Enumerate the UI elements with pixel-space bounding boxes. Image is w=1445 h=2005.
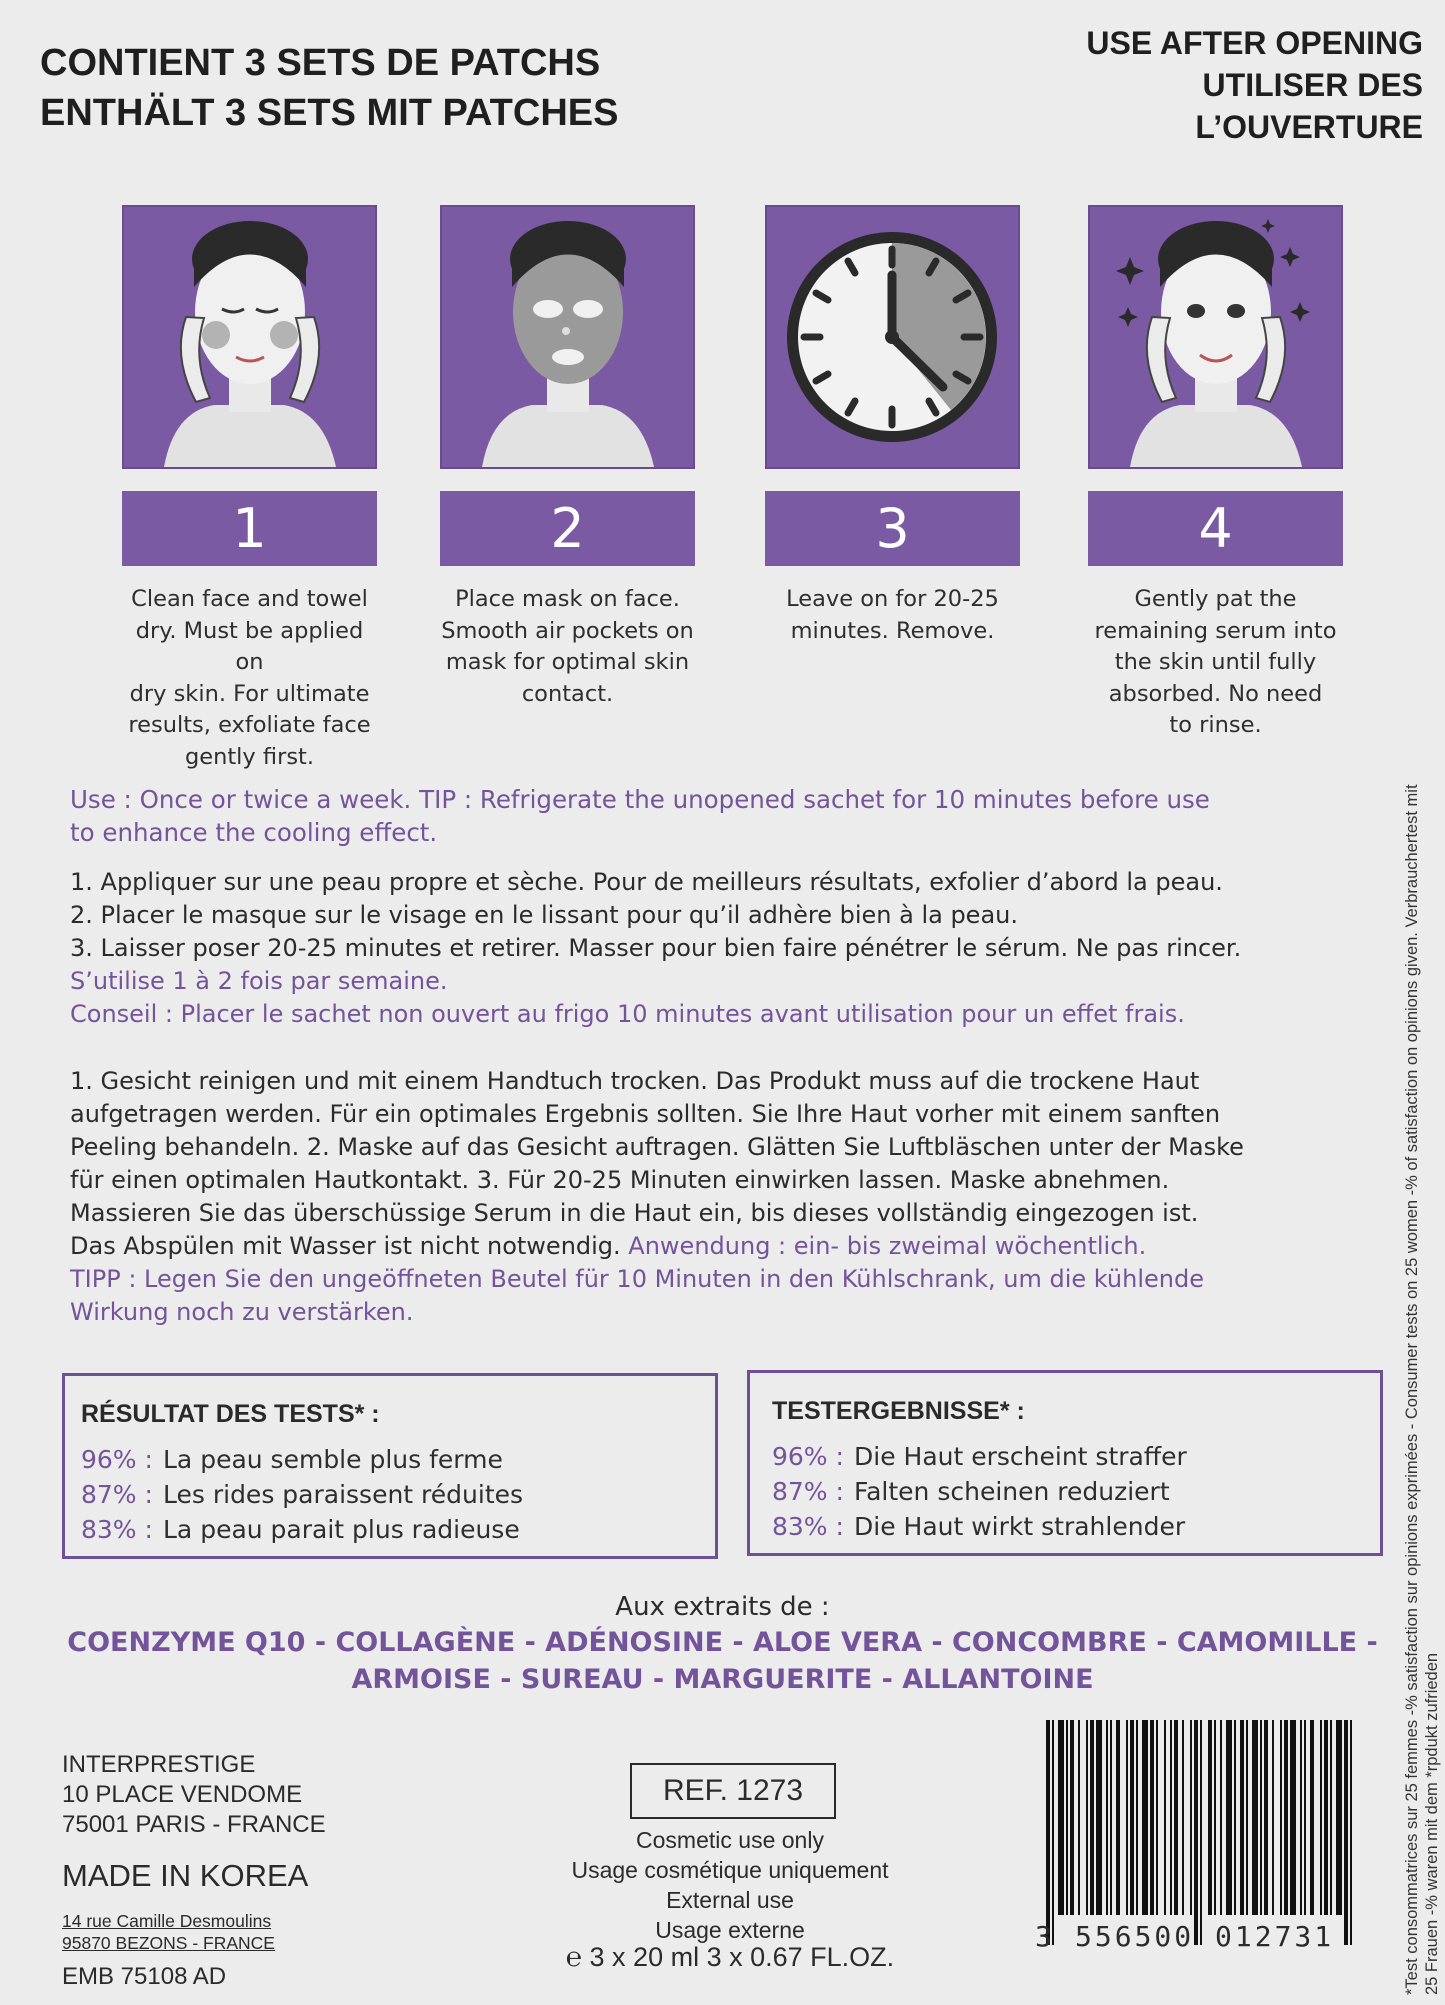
barcode-bar [1330, 1720, 1332, 1915]
use-after-opening-fr-2: L’OUVERTURE [1195, 109, 1423, 145]
result-text: La peau parait plus radieuse [163, 1515, 520, 1544]
clock-icon [767, 207, 1018, 467]
barcode-bar [1234, 1720, 1236, 1915]
result-row [772, 1509, 1185, 1544]
result-text: Les rides paraissent réduites [163, 1480, 524, 1509]
barcode-bar [1078, 1720, 1080, 1915]
barcode-bar [1174, 1720, 1178, 1915]
step-4-text [1088, 584, 1343, 742]
barcode-bar [1070, 1720, 1074, 1915]
step-2-text [440, 584, 695, 710]
made-in: MADE IN KOREA [62, 1858, 309, 1893]
step-4-panel [1088, 205, 1343, 469]
usage-info [520, 1825, 940, 1945]
barcode-bar [1182, 1720, 1184, 1915]
barcode-group-1: 556500 [1075, 1920, 1195, 1953]
barcode-bar [1290, 1720, 1296, 1915]
barcode-bar [1096, 1720, 1102, 1915]
result-percent: 83% : [772, 1512, 844, 1541]
volume-info: ℮ 3 x 20 ml 3 x 0.67 FL.OZ. [565, 1942, 895, 1972]
step-4-line: absorbed. No need [1108, 680, 1323, 707]
step-2-number: 2 [440, 491, 695, 566]
barcode-bar [1214, 1720, 1216, 1915]
footnote-line: 25 Frauen -% waren mit dem *rpdukt zufrieden [1423, 1652, 1441, 1995]
step-1-number: 1 [122, 491, 377, 566]
test-results-de [747, 1370, 1383, 1556]
barcode-bar [1058, 1720, 1064, 1915]
barcode-bar [1116, 1720, 1120, 1915]
barcode-bar [1264, 1720, 1268, 1915]
barcode-bar [1208, 1720, 1212, 1915]
footnote-line: *Test consommatrices sur 25 femmes -% satisfaction sur opinions exprimées - Consumer tests on 25 women -% of satisfaction on opinions given. Verbrauchertest mit [1403, 784, 1421, 1995]
barcode-bar [1246, 1720, 1248, 1915]
barcode [1040, 1720, 1360, 1945]
test-results-de-title: TESTERGEBNISSE* : [772, 1397, 1025, 1425]
result-percent: 96% : [772, 1442, 844, 1471]
usage-line: External use [666, 1887, 794, 1913]
extracts-list-line-2: ARMOISE - SUREAU - MARGUERITE - ALLANTOINE [351, 1664, 1094, 1695]
barcode-bar [1284, 1720, 1288, 1915]
barcode-bar [1106, 1720, 1108, 1915]
step-1 [122, 205, 377, 773]
barcode-bar [1164, 1720, 1166, 1915]
result-row [772, 1474, 1170, 1509]
french-usage: S’utilise 1 à 2 fois par semaine. [70, 967, 448, 995]
usage-line: Usage externe [655, 1917, 805, 1943]
step-2-line: Place mask on face. [455, 586, 680, 612]
barcode-bar [1136, 1720, 1138, 1915]
step-1-line: results, exfoliate face [128, 712, 371, 738]
english-usage-line: Use : Once or twice a week. TIP : Refrigerate the unopened sachet for 10 minutes before use [70, 785, 1210, 814]
header-title-fr: CONTIENT 3 SETS DE PATCHS [40, 42, 601, 84]
step-4-number: 4 [1088, 491, 1343, 566]
usage-line: Usage cosmétique uniquement [571, 1857, 889, 1883]
step-2-panel [440, 205, 695, 469]
step-2-line: Smooth air pockets on [441, 617, 694, 644]
barcode-bar [1336, 1720, 1342, 1915]
result-row [81, 1442, 503, 1477]
barcode-bar [1110, 1720, 1112, 1915]
german-line: 1. Gesicht reinigen und mit einem Handtuch trocken. Das Produkt muss auf die trockene Haut [70, 1067, 1200, 1095]
step-1-line: gently first. [184, 743, 315, 770]
german-rinse-note: Das Abspülen mit Wasser ist nicht notwendig. [70, 1232, 629, 1260]
test-footnote [1402, 315, 1442, 1995]
step-4 [1088, 205, 1343, 742]
step-4-line: to rinse. [1169, 712, 1262, 738]
french-line: 2. Placer le masque sur le visage en le lissant pour qu’il adhère bien à la peau. [70, 901, 1018, 929]
step-3-panel [765, 205, 1020, 469]
barcode-bar [1170, 1720, 1172, 1915]
face-mask-icon [442, 207, 693, 467]
step-1-line: dry. Must be applied on [135, 617, 364, 675]
barcode-bar [1194, 1720, 1198, 1945]
step-1-panel [122, 205, 377, 469]
company-address [62, 1750, 326, 1840]
step-4-line: remaining serum into [1094, 617, 1337, 644]
german-instructions [70, 1065, 1330, 1329]
german-line: Massieren Sie das überschüssige Serum in die Haut ein, bis dieses vollständig eingezogen ist. [70, 1199, 1199, 1227]
company-name: INTERPRESTIGE [62, 1751, 256, 1778]
step-1-text [122, 584, 377, 773]
german-line: Peeling behandeln. 2. Maske auf das Gesicht auftragen. Glätten Sie Luftbläschen unter der Maske [70, 1133, 1244, 1161]
german-line: aufgetragen werden. Für ein optimales Ergebnis sollten. Sie Ihre Haut vorher mit einem sanften [70, 1100, 1221, 1128]
barcode-bar [1350, 1720, 1352, 1945]
barcode-bar [1304, 1720, 1306, 1915]
barcode-bar [1090, 1720, 1094, 1915]
result-percent: 96% : [81, 1445, 153, 1474]
barcode-bar [1142, 1720, 1148, 1915]
result-row [81, 1512, 520, 1547]
barcode-bar [1200, 1720, 1202, 1945]
barcode-bar [1046, 1720, 1050, 1945]
use-after-opening-fr-1: UTILISER DES [1202, 67, 1423, 103]
result-text: Die Haut erscheint straffer [854, 1442, 1187, 1471]
barcode-bar [1130, 1720, 1134, 1915]
barcode-bar [1240, 1720, 1244, 1915]
barcode-bar [1280, 1720, 1282, 1915]
step-4-line: the skin until fully [1114, 649, 1317, 675]
secondary-address [62, 1910, 275, 1954]
step-2 [440, 205, 695, 710]
french-tip: Conseil : Placer le sachet non ouvert au frigo 10 minutes avant utilisation pour un effet frais. [70, 1000, 1185, 1028]
result-text: Die Haut wirkt strahlender [854, 1512, 1186, 1541]
barcode-bar [1156, 1720, 1158, 1915]
german-usage: Anwendung : ein- bis zweimal wöchentlich. [628, 1232, 1147, 1260]
usage-line: Cosmetic use only [636, 1827, 824, 1853]
step-3 [765, 205, 1020, 647]
german-line: für einen optimalen Hautkontakt. 3. Für 20-25 Minuten einwirken lassen. Maske abnehmen. [70, 1166, 1170, 1194]
use-after-opening-en: USE AFTER OPENING [1086, 25, 1423, 61]
test-results-fr-title: RÉSULTAT DES TESTS* : [81, 1400, 380, 1428]
barcode-bar [1260, 1720, 1262, 1915]
header-right [1086, 22, 1423, 148]
german-line [70, 1230, 1330, 1263]
barcode-group-2: 012731 [1215, 1920, 1335, 1953]
barcode-bar [1226, 1720, 1232, 1915]
company-street: 10 PLACE VENDOME [62, 1781, 303, 1808]
barcode-bar [1324, 1720, 1328, 1915]
barcode-bar [1300, 1720, 1302, 1915]
barcode-bar [1052, 1720, 1054, 1945]
barcode-bar [1086, 1720, 1088, 1915]
barcode-bar [1272, 1720, 1274, 1915]
header-title-de: ENTHÄLT 3 SETS MIT PATCHES [40, 92, 619, 134]
barcode-bar [1190, 1720, 1192, 1915]
barcode-bar [1344, 1720, 1348, 1945]
result-row [772, 1439, 1187, 1474]
result-text: La peau semble plus ferme [163, 1445, 503, 1474]
french-instructions [70, 866, 1330, 1031]
step-2-line: contact. [521, 680, 614, 707]
result-percent: 87% : [772, 1477, 844, 1506]
extracts-list-line-1: COENZYME Q10 - COLLAGÈNE - ADÉNOSINE - ALOE VERA - CONCOMBRE - CAMOMILLE - [67, 1627, 1378, 1658]
face-cleansing-icon [124, 207, 375, 467]
company-city: 75001 PARIS - FRANCE [62, 1811, 326, 1838]
reference-box: REF. 1273 [630, 1763, 836, 1819]
step-3-line: Leave on for 20-25 [786, 586, 999, 612]
result-text: Falten scheinen reduziert [854, 1477, 1170, 1506]
secondary-street: 14 rue Camille Desmoulins [62, 1911, 272, 1931]
barcode-bar [1066, 1720, 1068, 1915]
step-4-line: Gently pat the [1134, 586, 1297, 612]
barcode-bar [1150, 1720, 1154, 1915]
extracts-title: Aux extraits de : [615, 1592, 830, 1622]
step-2-line: mask for optimal skin [445, 649, 690, 675]
step-3-number: 3 [765, 491, 1020, 566]
barcode-first-digit: 3 [1035, 1920, 1055, 1953]
header-left [40, 38, 618, 138]
secondary-city: 95870 BEZONS - FRANCE [62, 1933, 275, 1953]
french-line: 1. Appliquer sur une peau propre et sèche. Pour de meilleurs résultats, exfolier d’abord la peau. [70, 868, 1223, 896]
french-line: 3. Laisser poser 20-25 minutes et retirer. Masser pour bien faire pénétrer le sérum. Ne pas rincer. [70, 934, 1242, 962]
step-3-text [765, 584, 1020, 647]
barcode-bar [1220, 1720, 1222, 1915]
german-tip: TIPP : Legen Sie den ungeöffneten Beutel für 10 Minuten in den Kühlschrank, um die kühlende [70, 1265, 1204, 1293]
result-percent: 83% : [81, 1515, 153, 1544]
result-percent: 87% : [81, 1480, 153, 1509]
radiant-face-icon [1090, 207, 1341, 467]
emb-code: EMB 75108 AD [62, 1963, 227, 1990]
german-tip-cont: Wirkung noch zu verstärken. [70, 1298, 414, 1326]
barcode-bar [1310, 1720, 1314, 1915]
barcode-bar [1320, 1720, 1322, 1915]
test-results-fr [62, 1373, 718, 1559]
english-usage-line: to enhance the cooling effect. [70, 818, 438, 847]
barcode-bar [1252, 1720, 1258, 1915]
step-3-line: minutes. Remove. [790, 617, 995, 644]
step-1-line: dry skin. For ultimate [129, 680, 370, 707]
english-usage [70, 783, 1330, 849]
barcode-bar [1126, 1720, 1128, 1915]
result-row [81, 1477, 523, 1512]
step-1-line: Clean face and towel [131, 586, 368, 612]
